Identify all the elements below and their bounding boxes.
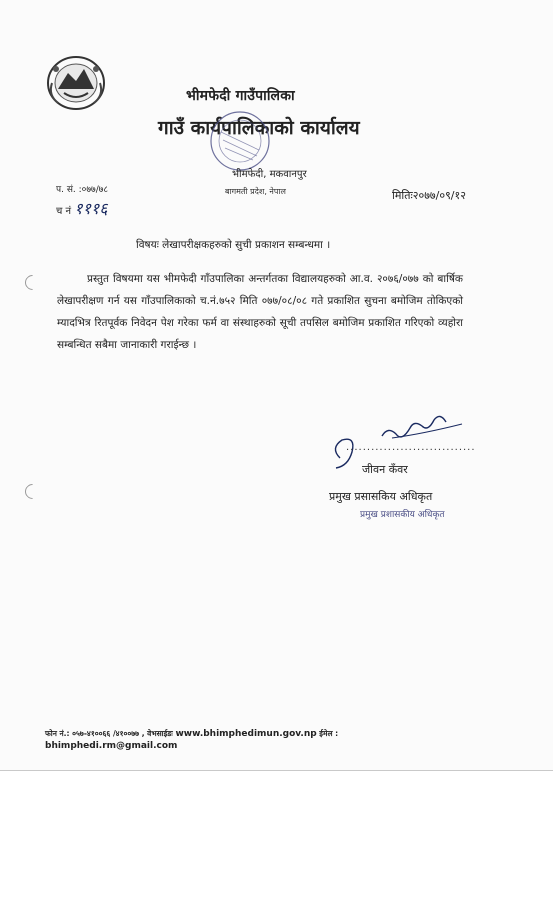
office-seal-icon [209, 110, 271, 172]
punch-hole-mark [22, 272, 43, 293]
punch-hole-mark [22, 481, 43, 502]
letter-subject: विषयः लेखापरीक्षकहरुको सुची प्रकाशन सम्बन्धमा । [136, 239, 331, 251]
letter-date: मितिः२०७७/०९/१२ [392, 189, 466, 202]
nepal-emblem-icon [46, 55, 106, 111]
footer-website[interactable]: www.bhimphedimun.gov.np [175, 729, 317, 739]
blank-area [0, 771, 553, 910]
chalani-value: १११६ [74, 199, 108, 218]
office-address: भीमफेदी, मकवानपुर [232, 169, 307, 180]
chalani-number [56, 197, 108, 219]
footer-contact-line [45, 729, 338, 739]
patra-sankhya: प. सं. :०७७/७८ [56, 185, 109, 195]
municipality-name: भीमफेदी गाउँपालिका [186, 88, 295, 104]
letter-body: प्रस्तुत विषयमा यस भीमफेदी गाँउपालिका अन्तर्गतका विद्यालयहरुको आ.व. २०७६/०७७ को बार्षिक लेखापरीक्षण गर्न यस गाँउपालिकाको च.नं.७५२ मिति ०७७/०८/०८ गते प्रकाशित सुचना बमोजिम तोकिएको म्यादभित्र रितपूर्वक निवेदन पेश गरेका फर्म वा संस्थाहरुको सूची तपसिल बमोजिम प्रकाशित गरिएको व्यहोरा सम्बन्धित सबैमा जानाकारी गराईन्छ । [57, 273, 463, 351]
footer-email-label: ईमेल : [319, 729, 339, 738]
footer-phone: फोन नं.: ०५७-४१००६६ /४१००७७ , वेभसाईडः [45, 729, 173, 738]
office-province: बागमती प्रदेश, नेपाल [225, 187, 286, 196]
office-name: गाउँ कार्यपालिकाको कार्यालय [158, 117, 360, 139]
chalani-label: च नं [56, 206, 72, 217]
signatory-stamp: प्रमुख प्रशासकीय अधिकृत [360, 510, 445, 520]
footer-email[interactable]: bhimphedi.rm@gmail.com [45, 741, 178, 751]
signatory-name: जीवन कँवर [362, 463, 408, 476]
signatory-title: प्रमुख प्रसासकिय अधिकृत [329, 490, 433, 503]
signature-line: ............................... [346, 442, 476, 453]
